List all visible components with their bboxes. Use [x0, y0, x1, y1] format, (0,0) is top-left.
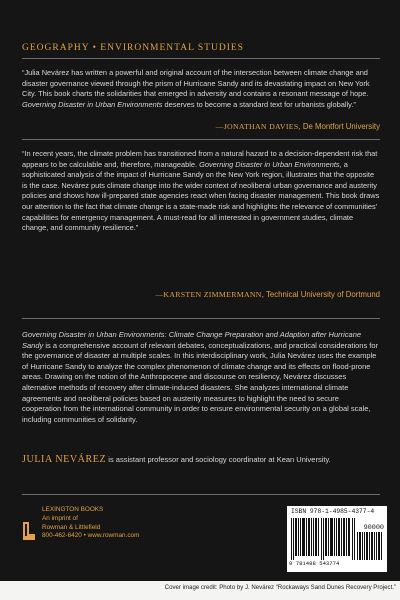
author-name: JULIA NEVÁREZ: [22, 454, 107, 465]
quote-1-text-a: “Julia Nevárez has written a powerful and original account of the intersection between climate change and disaster governance viewed through the prism of Hurricane Sandy and its devastating impact on New York City. This book charts the solidarities that emerged in adversity and contains a resonant message of hope.: [22, 68, 370, 99]
quote-2-text-a: “In recent years, the climate problem has transitioned from a natural hazard to a decision-dependent risk that appears to be calculable and, therefore, manageable.: [22, 149, 378, 169]
endorsement-quote-1: [22, 68, 380, 110]
ean-barcode-icon: [291, 518, 355, 560]
category-label: GEOGRAPHY • ENVIRONMENTAL STUDIES: [22, 43, 244, 53]
lower-divider: [22, 318, 380, 319]
quote-1-affiliation: De Montfort University: [302, 122, 380, 131]
quote-1-attribution: [22, 122, 380, 132]
bottom-divider: [22, 494, 380, 495]
endorsement-quote-2: [22, 149, 380, 234]
description-body: is a comprehensive account of relevant debates, conceptualizations, and practical considerations for the governance of disaster at multiple scales. In this interdisciplinary work, Julia Nevárez uses the example of Hurricane Sandy to analyze the complex phenomenon of climate change and its effects on flood-prone areas. Drawing on the notion of the Anthropocene and discourse on resiliency, Nevárez discusses alternative methods of recovery after climate-induced disasters. She analyzes international climate agreements and neoliberal policies based on austerity measures to highlight the need to secure cooperation from the international community in order to ensure environmental security on a global scale, including communities of solidarity.: [22, 340, 379, 424]
cover-image-credit: Cover image credit: Photo by J. Nevárez “Rockaways Sand Dunes Recovery Project.”: [164, 584, 396, 591]
quote-1-text-b: deserves to become a standard text for urbanists globally.”: [162, 99, 356, 109]
publisher-contact: 800-462-6420 • www.rowman.com: [42, 532, 140, 540]
quote-1-author: —JONATHAN DAVIES,: [215, 122, 301, 131]
publisher-logo-icon: [22, 520, 36, 542]
quote-2-text-b: a sophisticated analysis of the impact of Hurricane Sandy on the New York region, illustrates that the opposite is the case. Nevárez puts climate change into the wider context of neoliberal urban governance and austerity policies and shows how ill-prepared state agencies react when facing disaster management. This book draws our attention to the fact that climate change is a state-made risk and highlights the relevance of communities’ capabilities for emergency management. A must-read for all interested in government studies, climate change, and community resilience.”: [22, 159, 380, 233]
publisher-block: [22, 506, 192, 556]
isbn-number: ISBN 978-1-4985-4377-4: [291, 508, 375, 515]
publisher-name: LEXINGTON BOOKS: [42, 506, 104, 513]
quote-2-author: —KARSTEN ZIMMERMANN,: [155, 290, 264, 299]
price-barcode-icon: [357, 532, 383, 560]
author-bio: [22, 455, 380, 466]
book-description: [22, 330, 380, 425]
publisher-info: [42, 506, 139, 541]
isbn-barcode: [287, 506, 387, 572]
quote-2-attribution: [22, 290, 380, 300]
book-full-title: Governing Disaster in Urban Environments: Climate Change Preparation and Adaption after Hurricane Sandy: [22, 330, 362, 350]
publisher-parent: Rowman & Littlefield: [42, 523, 101, 531]
middle-divider: [22, 139, 380, 140]
quote-2-book-title: Governing Disaster in Urban Environments,: [199, 159, 342, 169]
quote-1-book-title: Governing Disaster in Urban Environments: [22, 99, 163, 109]
barcode-digits: 9 781498 543774: [289, 560, 340, 567]
quote-2-affiliation: Technical University of Dortmund: [266, 290, 380, 299]
top-divider: [22, 58, 380, 59]
price-code: 90000: [363, 524, 384, 532]
publisher-imprint-label: An imprint of: [42, 514, 78, 522]
author-bio-text: is assistant professor and sociology coordinator at Kean University.: [106, 455, 331, 464]
